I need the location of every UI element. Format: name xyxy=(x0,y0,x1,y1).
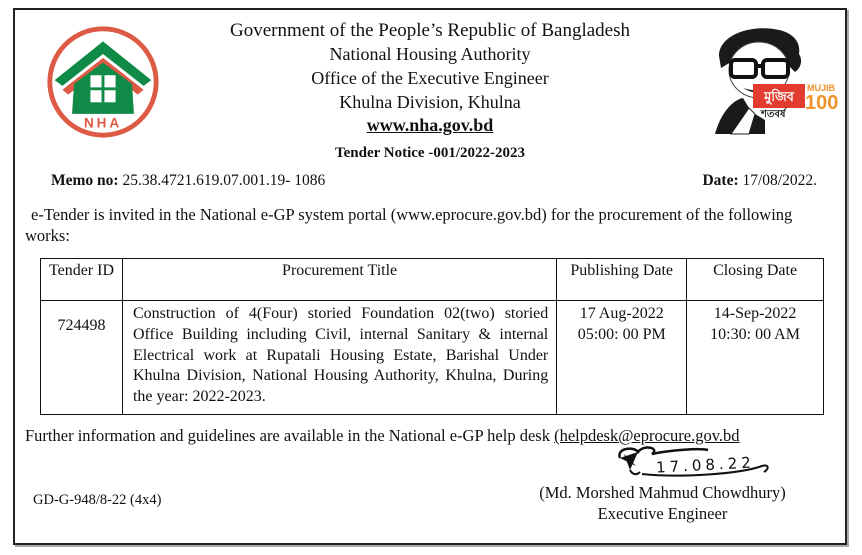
header-publishing-date: Publishing Date xyxy=(557,259,687,301)
header-closing-date: Closing Date xyxy=(687,259,824,301)
header-tender-id: Tender ID xyxy=(41,259,123,301)
website-link[interactable]: www.nha.gov.bd xyxy=(366,115,494,136)
cell-publishing-date xyxy=(557,301,687,415)
org-name-line4: Khulna Division, Khulna xyxy=(339,91,521,112)
cell-tender-id: 724498 xyxy=(41,301,123,415)
date-value: 17/08/2022. xyxy=(742,172,817,189)
mujib-badge-bengali: মুজিব xyxy=(753,84,805,108)
tender-table xyxy=(40,258,824,415)
cell-procurement-title: Construction of 4(Four) storied Foundation 02(two) storied Office Building including Civil, internal Sanitary & internal Electrical work at Rupatali Housing Estate, Barishal Under Khulna Division, National Housing Authority, Khulna, During the year: 2022-2023. xyxy=(122,301,556,415)
helpdesk-email-link[interactable]: (helpdesk@eprocure.gov.bd xyxy=(554,426,740,445)
mujib-portrait-icon xyxy=(691,22,843,138)
closing-date: 14-Sep-2022 xyxy=(713,305,797,322)
mujib-badge-sub-bengali: শতবর্ষ xyxy=(761,109,786,120)
note-text: Further information and guidelines are available in the National e-GP help desk xyxy=(25,426,555,445)
signatory-title: Executive Engineer xyxy=(597,504,728,524)
signatory xyxy=(470,482,855,525)
memo-number xyxy=(51,172,325,190)
notice-title: Tender Notice -001/2022-2023 xyxy=(335,145,525,162)
table-header-row xyxy=(41,259,824,301)
signature-block xyxy=(590,440,790,486)
closing-time: 10:30: 00 AM xyxy=(710,325,800,343)
tender-notice-document xyxy=(13,8,847,545)
memo-value: 25.38.4721.619.07.001.19- 1086 xyxy=(122,172,326,189)
mujib-100-logo xyxy=(691,22,843,138)
org-name-line2: National Housing Authority xyxy=(329,44,531,65)
org-name-line3: Office of the Executive Engineer xyxy=(311,67,549,88)
mujib-100-number: 100 xyxy=(805,92,839,114)
mujib-badge-english: MUJIB xyxy=(807,83,836,93)
nha-logo-text: NHA xyxy=(84,115,122,131)
publishing-date: 17 Aug-2022 xyxy=(579,305,664,322)
signature-date-handwritten: 17.08.22 xyxy=(655,453,756,477)
header-procurement-title: Procurement Title xyxy=(122,259,556,301)
date-label: Date: xyxy=(702,172,739,189)
cell-closing-date xyxy=(687,301,824,415)
memo-label: Memo no: xyxy=(51,172,119,189)
document-reference: GD-G-948/8-22 (4x4) xyxy=(33,492,162,508)
memo-date xyxy=(702,172,817,190)
signatory-name: (Md. Morshed Mahmud Chowdhury) xyxy=(539,483,786,502)
table-row xyxy=(41,301,824,415)
intro-paragraph: e-Tender is invited in the National e-GP system portal (www.eprocure.gov.bd) for the procurement of the following works: xyxy=(25,205,793,246)
org-name-line1: Government of the People’s Republic of Bangladesh xyxy=(230,20,630,41)
publishing-time: 05:00: 00 PM xyxy=(577,325,666,343)
